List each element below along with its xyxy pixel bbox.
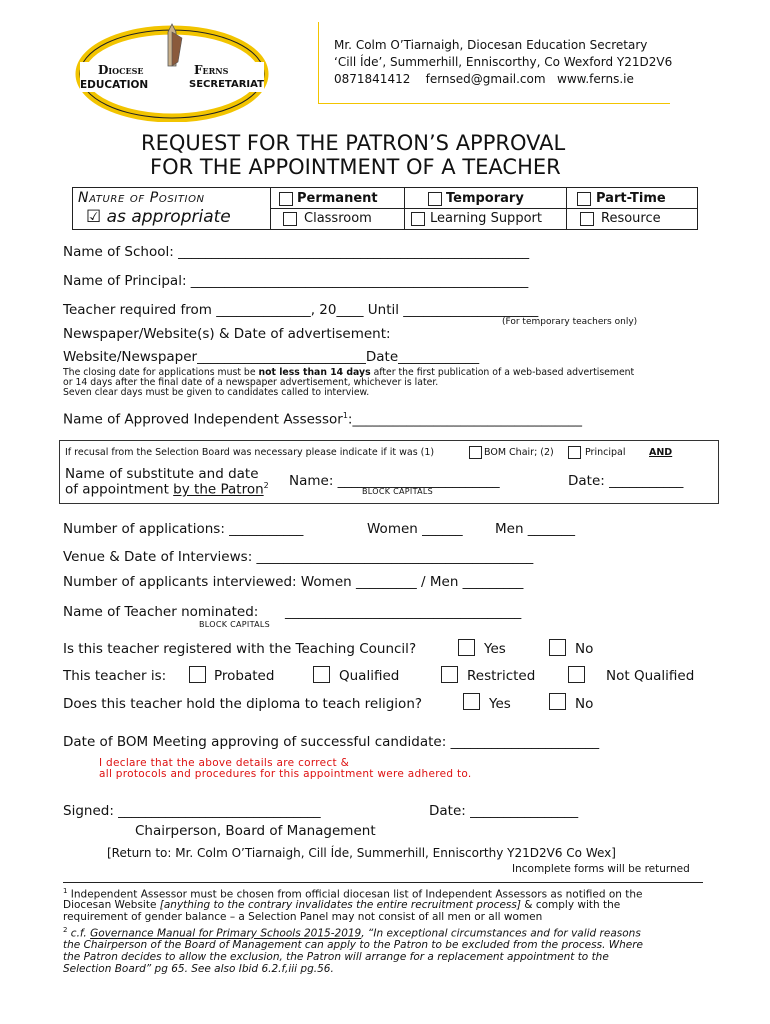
- block-capitals-note: BLOCK CAPITALS: [362, 487, 434, 496]
- not-qualified-checkbox[interactable]: [568, 666, 585, 683]
- footnote-1-line-2: Diocesan Website [anything to the contrary invalidates the entire recruitment process] & comply with the: [63, 899, 621, 911]
- newspaper-label: Newspaper/Website(s) & Date of advertisement:: [63, 326, 391, 342]
- registered-yes-label: Yes: [484, 641, 506, 657]
- header-divider-vertical: [318, 22, 319, 104]
- website-newspaper-field[interactable]: Website/Newspaper_________________________Date____________: [63, 349, 480, 365]
- diploma-yes-label: Yes: [489, 696, 511, 712]
- closing-date-note-1: The closing date for applications must be not less than 14 days after the first publication of a web-based advertisement: [63, 367, 635, 378]
- footnote-divider: [63, 882, 703, 883]
- bom-meeting-date-field[interactable]: Date of BOM Meeting approving of successful candidate: ______________________: [63, 734, 600, 750]
- logo-diocese-text: Diocese: [98, 63, 144, 77]
- nominated-label: Name of Teacher nominated:: [63, 604, 259, 620]
- chairperson-label: Chairperson, Board of Management: [135, 823, 376, 839]
- footnote-1-line-3: requirement of gender balance – a Selection Panel may not consist of all men or all women: [63, 911, 543, 923]
- diploma-no-checkbox[interactable]: [549, 693, 566, 710]
- men-field[interactable]: Men _______: [495, 521, 576, 537]
- logo-secretariat-text: SECRETARIAT: [189, 79, 264, 90]
- school-name-field[interactable]: Name of School: ____________________________________________________: [63, 244, 530, 260]
- qualified-checkbox[interactable]: [313, 666, 330, 683]
- probated-label: Probated: [214, 668, 275, 684]
- temporary-label: Temporary: [446, 191, 524, 206]
- parttime-label: Part-Time: [596, 191, 666, 206]
- temporary-checkbox[interactable]: [428, 192, 442, 206]
- bom-chair-checkbox[interactable]: [469, 446, 482, 459]
- learning-support-label: Learning Support: [430, 211, 542, 226]
- declaration-line-1: I declare that the above details are correct &: [99, 757, 350, 769]
- principal-name-field[interactable]: Name of Principal: __________________________________________________: [63, 273, 529, 289]
- footnote-2-line-1: $^2$ c.f. Governance Manual for Primary Schools 2015-2019, “In exceptional circumstances and for valid reasons: [63, 926, 641, 940]
- principal-checkbox[interactable]: [568, 446, 581, 459]
- resource-checkbox[interactable]: [580, 212, 594, 226]
- header-divider-horizontal: [318, 103, 670, 104]
- bom-chair-label: BOM Chair; (2): [484, 447, 554, 458]
- assessor-field[interactable]: Name of Approved Independent Assessor$^1$:__________________________________: [63, 411, 582, 428]
- recusal-text: If recusal from the Selection Board was necessary please indicate if it was (1): [65, 447, 435, 458]
- permanent-label: Permanent: [297, 191, 378, 206]
- logo-ferns-text: Ferns: [194, 63, 229, 77]
- footnote-2-line-3: the Patron decides to allow the exclusion, the Patron will arrange for a replacement appointment to the: [63, 951, 609, 963]
- classroom-label: Classroom: [304, 211, 372, 226]
- header-line-1: Mr. Colm O’Tiarnaigh, Diocesan Education Secretary: [334, 38, 648, 52]
- permanent-checkbox[interactable]: [279, 192, 293, 206]
- registered-no-label: No: [575, 641, 594, 657]
- page-title-line-1: REQUEST FOR THE PATRON’S APPROVAL: [141, 131, 566, 155]
- logo-education-text: EDUCATION: [80, 79, 149, 91]
- classroom-checkbox[interactable]: [283, 212, 297, 226]
- nominated-field[interactable]: ___________________________________: [285, 604, 522, 620]
- principal-option-label: Principal: [585, 447, 626, 458]
- declaration-line-2: all protocols and procedures for this appointment were adhered to.: [99, 768, 472, 780]
- not-qualified-label: Not Qualified: [606, 668, 695, 684]
- incomplete-note: Incomplete forms will be returned: [512, 863, 690, 875]
- restricted-label: Restricted: [467, 668, 536, 684]
- parttime-checkbox[interactable]: [577, 192, 591, 206]
- diploma-question: Does this teacher hold the diploma to teach religion?: [63, 696, 423, 712]
- learning-support-checkbox[interactable]: [411, 212, 425, 226]
- signed-field[interactable]: Signed: ______________________________: [63, 803, 321, 819]
- footnote-2-line-4: Selection Board” pg 65. See also Ibid 6.2.f,iii pg.56.: [63, 963, 334, 975]
- restricted-checkbox[interactable]: [441, 666, 458, 683]
- probated-checkbox[interactable]: [189, 666, 206, 683]
- header-line-2: ‘Cill Íde’, Summerhill, Enniscorthy, Co Wexford Y21D2V6: [334, 55, 673, 69]
- resource-label: Resource: [601, 211, 661, 226]
- position-label-hint: ☑ as appropriate: [86, 207, 231, 227]
- page-title-line-2: FOR THE APPOINTMENT OF A TEACHER: [150, 155, 561, 179]
- applications-field[interactable]: Number of applications: ___________: [63, 521, 304, 537]
- diploma-no-label: No: [575, 696, 594, 712]
- substitute-label-1: Name of substitute and date: [65, 466, 259, 482]
- substitute-name-field[interactable]: Name: ________________________: [289, 473, 500, 489]
- and-label: AND: [649, 447, 673, 458]
- return-to-text: [Return to: Mr. Colm O’Tiarnaigh, Cill Íde, Summerhill, Enniscorthy Y21D2V6 Co Wex]: [107, 846, 616, 860]
- interviewed-field[interactable]: Number of applicants interviewed: Women _________ / Men _________: [63, 574, 524, 590]
- block-capitals-note-2: BLOCK CAPITALS: [199, 620, 271, 629]
- registered-yes-checkbox[interactable]: [458, 639, 475, 656]
- temporary-note: (For temporary teachers only): [502, 317, 638, 327]
- substitute-label-2: of appointment by the Patron$^2$: [65, 481, 269, 498]
- footnote-1-line-1: $^1$ Independent Assessor must be chosen from official diocesan list of Independent Assessors as notified on the: [63, 887, 643, 901]
- footnote-2-line-2: the Chairperson of the Board of Management can apply to the Patron to be excluded from the process. Where: [63, 939, 644, 951]
- qualified-label: Qualified: [339, 668, 400, 684]
- signed-date-field[interactable]: Date: ________________: [429, 803, 579, 819]
- registered-question: Is this teacher registered with the Teaching Council?: [63, 641, 417, 657]
- position-label: Nature of Position: [78, 190, 205, 206]
- registered-no-checkbox[interactable]: [549, 639, 566, 656]
- teacher-is-label: This teacher is:: [63, 668, 167, 684]
- substitute-date-field[interactable]: Date: ___________: [568, 473, 684, 489]
- header-line-3: 0871841412 fernsed@gmail.com www.ferns.ie: [334, 72, 634, 86]
- closing-date-note-3: Seven clear days must be given to candidates called to interview.: [63, 387, 370, 398]
- teacher-required-field[interactable]: Teacher required from ______________, 20____ Until ____________________: [63, 302, 539, 318]
- closing-date-note-2: or 14 days after the final date of a newspaper advertisement, whichever is later.: [63, 377, 439, 388]
- venue-field[interactable]: Venue & Date of Interviews: _________________________________________: [63, 549, 534, 565]
- women-field[interactable]: Women ______: [367, 521, 463, 537]
- diploma-yes-checkbox[interactable]: [463, 693, 480, 710]
